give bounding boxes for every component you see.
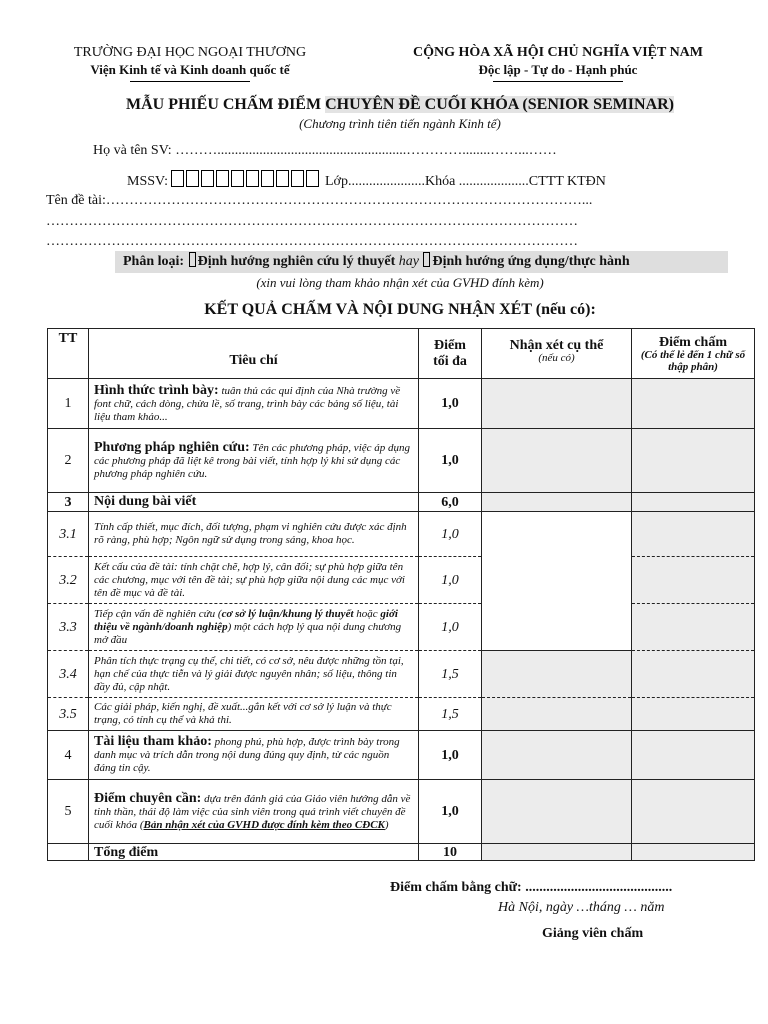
row-number: 5: [48, 780, 89, 844]
max-score: 1,0: [419, 557, 482, 604]
criteria-desc: dựa trên đánh giá của Giáo viên hướng dẫn về tinh thần, thái độ làm việc của sinh viên trong quá trình viết chuyên đề cuối khóa (: [94, 792, 411, 831]
score-cell[interactable]: [632, 698, 755, 731]
comment-cell[interactable]: [482, 651, 632, 698]
max-score: 1,0: [419, 379, 482, 429]
row-number: 2: [48, 429, 89, 493]
header-tt: TT: [48, 329, 89, 379]
khoa-label: Khóa: [424, 174, 456, 189]
institute-name: Viện Kinh tế và Kinh doanh quốc tế: [90, 62, 290, 77]
row-number: 4: [48, 731, 89, 780]
khoa-dots[interactable]: ....................: [458, 174, 529, 189]
place-date: Hà Nội, ngày …tháng … năm: [498, 900, 665, 915]
max-score: 1,0: [419, 780, 482, 844]
or-word: hay: [398, 254, 419, 269]
header-score: [632, 329, 755, 379]
header-comment-text: Nhận xét cụ thể: [509, 338, 604, 353]
total-label: Tổng điểm: [89, 844, 419, 861]
score-cell[interactable]: [632, 493, 755, 512]
table-row: [48, 698, 755, 731]
mssv-digit-box[interactable]: [246, 170, 259, 187]
topic-dots-3[interactable]: ……………………………………………………………………………………………………: [46, 234, 578, 249]
classification-note: (xin vui lòng tham khảo nhận xét của GVHD đính kèm): [256, 275, 544, 290]
table-row: [48, 512, 755, 557]
row-number: 3.5: [48, 698, 89, 731]
criteria-cell: [89, 731, 419, 780]
header-underline-left: [130, 81, 250, 82]
comment-cell[interactable]: [482, 731, 632, 780]
mssv-boxes[interactable]: [171, 174, 321, 189]
comment-cell[interactable]: [482, 429, 632, 493]
page-title: [40, 96, 760, 114]
comment-cell[interactable]: [482, 379, 632, 429]
max-score: 1,5: [419, 651, 482, 698]
criteria-desc: Phân tích thực trạng cụ thể, chi tiết, có cơ sở, nêu được những tồn tại, hạn chế của thực tiễn và lý giải được nguyên nhân; số liệu, thông tin đầy đủ, cập nhật.: [89, 651, 419, 698]
total-empty-cell: [48, 844, 89, 861]
row-number: 3.3: [48, 604, 89, 651]
table-row: [48, 429, 755, 493]
title-part2: CHUYÊN ĐỀ CUỐI KHÓA (SENIOR SEMINAR): [325, 96, 674, 113]
mssv-digit-box[interactable]: [306, 170, 319, 187]
desc-bold: giới thiệu về ngành/doanh nghiệp: [94, 607, 398, 633]
header-max-line1: Điểm: [434, 337, 466, 353]
score-cell[interactable]: [632, 429, 755, 493]
criteria-desc: [89, 604, 419, 651]
criteria-cell: [89, 429, 419, 493]
score-cell[interactable]: [632, 651, 755, 698]
total-value: 10: [419, 844, 482, 861]
student-name-dots: ………......................................................…………........……...……: [175, 143, 557, 158]
results-heading-text: KẾT QUẢ CHẤM VÀ NỘI DUNG NHẬN XÉT: [204, 301, 532, 318]
criteria-desc: phong phú, phù hợp, được trình bày trong danh mục và trích dẫn trong nội dung đúng quy định, từ các nguồn đáng tin cậy.: [94, 736, 400, 774]
criteria-desc: Kết cấu của đề tài: tính chặt chẽ, hợp lý, cân đối; sự phù hợp giữa tên các chương, mục với tên đề tài; sự phù hợp giữa nội dung các mục với tên đề mục và đề tài.: [89, 557, 419, 604]
mssv-label: MSSV:: [127, 174, 168, 189]
desc-part: Tiếp cận vấn đề nghiên cứu (: [94, 607, 222, 620]
table-row: [48, 604, 755, 651]
classification-label: Phân loại:: [123, 254, 185, 269]
criteria-cell: [89, 780, 419, 844]
classification-bar: [115, 251, 728, 273]
student-name-label: Họ và tên SV:: [93, 143, 172, 158]
header-underline-right: [493, 81, 623, 82]
score-cell[interactable]: [632, 780, 755, 844]
total-row: [48, 844, 755, 861]
total-comment-cell[interactable]: [482, 844, 632, 861]
results-heading-suffix: (nếu có):: [535, 301, 596, 318]
score-cell[interactable]: [632, 512, 755, 557]
criteria-cell: [89, 379, 419, 429]
lop-dots[interactable]: ......................: [347, 174, 425, 189]
score-in-words-label: Điểm chấm bằng chữ:: [390, 880, 522, 895]
desc-part: ) một cách hợp lý qua nội dung chương mở đầu: [94, 620, 402, 646]
criteria-desc: Các giải pháp, kiến nghị, đề xuất...gắn kết với cơ sở lý luận và thực trạng, có tính cụ thể và khả thi.: [89, 698, 419, 731]
title-part1: MẪU PHIẾU CHẤM ĐIỂM: [125, 96, 322, 113]
theory-option: Định hướng nghiên cứu lý thuyết: [197, 254, 396, 269]
table-row: [48, 493, 755, 512]
mssv-digit-box[interactable]: [276, 170, 289, 187]
header-score-note: (Có thể lẻ đến 1 chữ số thập phân): [640, 349, 746, 373]
mssv-digit-box[interactable]: [261, 170, 274, 187]
max-score: 1,0: [419, 512, 482, 557]
results-heading: [40, 301, 760, 319]
total-score-cell[interactable]: [632, 844, 755, 861]
score-cell[interactable]: [632, 557, 755, 604]
max-score: 1,0: [419, 429, 482, 493]
mssv-digit-box[interactable]: [291, 170, 304, 187]
header-max-line2: tối đa: [433, 353, 467, 369]
score-in-words-field[interactable]: [390, 880, 672, 896]
row-number: 3.2: [48, 557, 89, 604]
topic-label: Tên đề tài:: [46, 193, 106, 208]
comment-cell[interactable]: [482, 493, 632, 512]
score-in-words-dots: ..........................................: [525, 880, 673, 895]
topic-dots-1: …………………………………………………………………………………………...: [105, 193, 593, 208]
university-name: TRƯỜNG ĐẠI HỌC NGOẠI THƯƠNG: [73, 45, 307, 60]
row-number: 3.1: [48, 512, 89, 557]
criteria-label: Phương pháp nghiên cứu:: [94, 439, 250, 455]
criteria-label: Nội dung bài viết: [94, 494, 197, 509]
mssv-digit-box[interactable]: [186, 170, 199, 187]
header-comment: [482, 329, 632, 379]
criteria-label: Điểm chuyên cần:: [94, 790, 202, 806]
page-subtitle: (Chương trình tiên tiến ngành Kinh tế): [299, 116, 501, 131]
national-motto: Độc lập - Tự do - Hạnh phúc: [478, 62, 638, 77]
score-cell[interactable]: [632, 731, 755, 780]
criteria-desc-link: Bản nhận xét của GVHD được đính kèm theo CĐCK: [143, 818, 385, 831]
table-row: [48, 731, 755, 780]
mssv-digit-box[interactable]: [201, 170, 214, 187]
criteria-label: Hình thức trình bày:: [94, 382, 219, 398]
criteria-desc: tuân thủ các qui định của Nhà trường về font chữ, cách dòng, chừa lề, số trang, trình bày các bảng số liệu, tài liệu tham khảo...: [94, 384, 401, 423]
max-score: 1,0: [419, 604, 482, 651]
score-cell[interactable]: [632, 379, 755, 429]
signer-title: Giảng viên chấm: [542, 926, 644, 941]
grading-table: [47, 328, 755, 861]
table-header-row: [48, 329, 755, 379]
table-row: [48, 557, 755, 604]
table-row: [48, 651, 755, 698]
table-row: [48, 379, 755, 429]
desc-bold: cơ sở lý luận/khung lý thuyết: [221, 607, 354, 620]
mssv-digit-box[interactable]: [216, 170, 229, 187]
criteria-cell: [89, 493, 419, 512]
max-score: 1,0: [419, 731, 482, 780]
mssv-digit-box[interactable]: [231, 170, 244, 187]
applied-option: Định hướng ứng dụng/thực hành: [432, 254, 630, 269]
header-criteria: Tiêu chí: [89, 329, 419, 379]
comment-cell[interactable]: [482, 698, 632, 731]
criteria-desc: Tính cấp thiết, mục đích, đối tượng, phạm vi nghiên cứu được xác định rõ ràng, phù hợp; Ngôn ngữ sử dụng trong sáng, khoa học.: [89, 512, 419, 557]
max-score: 6,0: [419, 493, 482, 512]
desc-part: hoặc: [353, 607, 381, 620]
student-name-field[interactable]: [93, 143, 703, 159]
criteria-desc-end: ): [384, 818, 389, 831]
comment-cell[interactable]: [482, 512, 632, 651]
program-name: CTTT KTĐN: [528, 174, 606, 189]
applied-checkbox[interactable]: [423, 252, 430, 267]
header-score-text: Điểm chấm: [658, 335, 728, 350]
topic-dots-2[interactable]: ……………………………………………………………………………………………………: [46, 214, 578, 229]
mssv-row: [127, 170, 606, 190]
criteria-desc: Tên các phương pháp, việc áp dụng các phương pháp đã liệt kê trong bài viết, tính hợp lý khi sử dụng các phương pháp nghiên cứu.: [94, 441, 411, 480]
topic-field[interactable]: [46, 193, 722, 209]
table-row: [48, 780, 755, 844]
criteria-label: Tài liệu tham khảo:: [94, 734, 212, 749]
lop-label: Lớp: [324, 174, 348, 189]
row-number: 3: [48, 493, 89, 512]
max-score: 1,5: [419, 698, 482, 731]
mssv-digit-box[interactable]: [171, 170, 184, 187]
comment-cell[interactable]: [482, 780, 632, 844]
country-name: CỘNG HÒA XÃ HỘI CHỦ NGHĨA VIỆT NAM: [412, 45, 703, 60]
header-max: [419, 329, 482, 379]
row-number: 3.4: [48, 651, 89, 698]
score-cell[interactable]: [632, 604, 755, 651]
row-number: 1: [48, 379, 89, 429]
header-comment-note: (nếu có): [538, 352, 575, 364]
theory-checkbox[interactable]: [189, 252, 196, 267]
